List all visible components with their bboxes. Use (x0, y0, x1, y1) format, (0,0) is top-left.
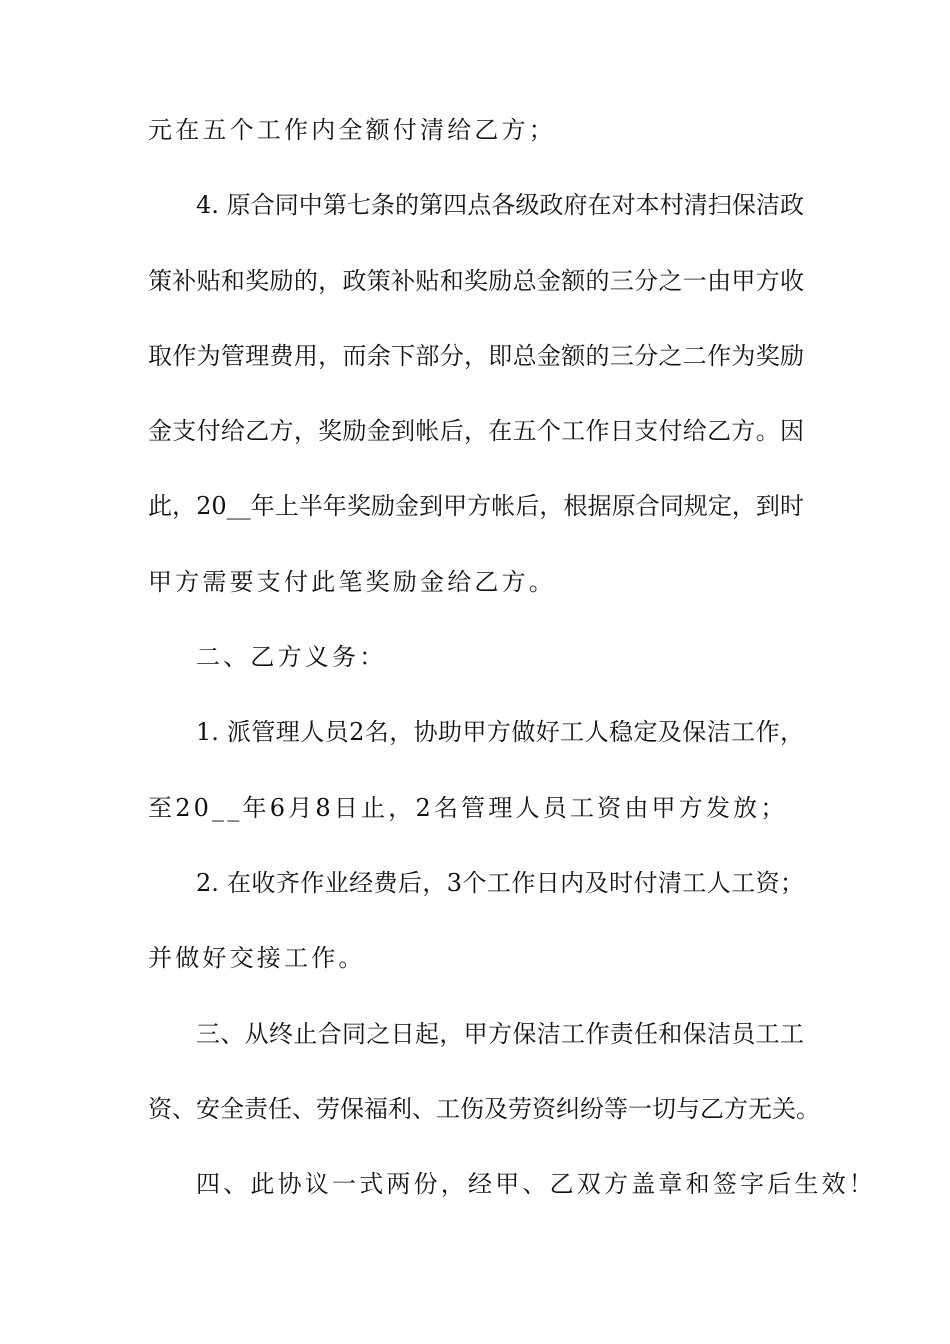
text-line: 4. 原合同中第七条的第四点各级政府在对本村清扫保洁政 (196, 191, 804, 220)
text-line: 资、安全责任、劳保福利、工伤及劳资纠纷等一切与乙方无关。 (148, 1094, 820, 1123)
section-heading: 二、乙方义务： (196, 643, 387, 672)
text-line: 三、从终止合同之日起，甲方保洁工作责任和保洁员工工 (196, 1019, 804, 1048)
text-line: 并做好交接工作。 (148, 944, 366, 973)
text-line: 2. 在收齐作业经费后，3个工作日内及时付清工人工资； (196, 868, 804, 897)
text-line: 元在五个工作内全额付清给乙方； (148, 116, 556, 144)
text-line: 金支付给乙方，奖励金到帐后，在五个工作日支付给乙方。因 (148, 417, 804, 446)
text-line: 甲方需要支付此笔奖励金给乙方。 (148, 567, 556, 596)
text-line: 取作为管理费用，而余下部分，即总金额的三分之二作为奖励 (148, 341, 804, 370)
text-line: 此，20__年上半年奖励金到甲方帐后，根据原合同规定，到时 (148, 492, 804, 521)
text-line: 四、此协议一式两份，经甲、乙双方盖章和签字后生效！ (196, 1170, 876, 1199)
document-body (148, 116, 876, 1247)
text-line: 1. 派管理人员2名，协助甲方做好工人稳定及保洁工作， (196, 718, 804, 747)
text-line: 策补贴和奖励的，政策补贴和奖励总金额的三分之一由甲方收 (148, 266, 804, 295)
text-line: 至20__年6月8日止，2名管理人员工资由甲方发放； (148, 793, 788, 822)
